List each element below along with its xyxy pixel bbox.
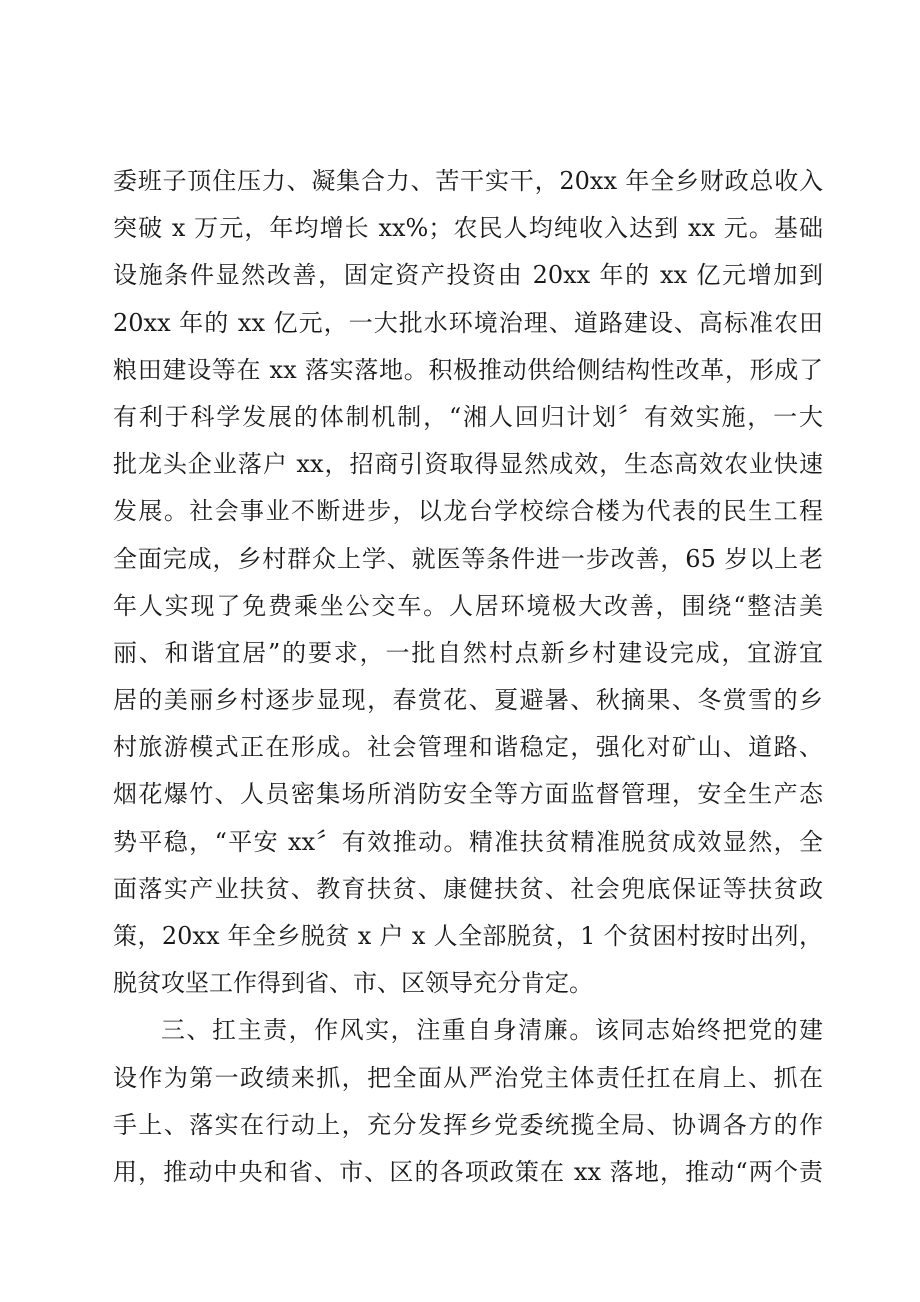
document-body: [113, 158, 823, 1196]
text-line: 委班子顶住压力、凝集合力、苦干实干，20xx 年全乡财政总收入: [113, 167, 823, 195]
text-line: 势平稳，“平安 xx〞有效推动。精准扶贫精准脱贫成效显然，全: [113, 827, 823, 856]
text-line: 面落实产业扶贫、教育扶贫、康健扶贫、社会兜底保证等扶贫政: [113, 874, 823, 903]
text-line: 设施条件显然改善，固定资产投资由 20xx 年的 xx 亿元增加到: [113, 261, 823, 290]
paragraph-achievements: [113, 158, 823, 1007]
text-line: 烟花爆竹、人员密集场所消防安全等方面监督管理，安全生产态: [113, 780, 823, 809]
text-line: 丽、和谐宜居”的要求，一批自然村点新乡村建设完成，宜游宜: [113, 638, 823, 667]
paragraph-section-three: [113, 1007, 823, 1196]
text-line: 突破 x 万元，年均增长 xx%；农民人均纯收入达到 xx 元。基础: [113, 214, 823, 243]
text-line: 年人实现了免费乘坐公交车。人居环境极大改善，围绕“整洁美: [113, 591, 823, 620]
text-line: 脱贫攻坚工作得到省、市、区领导充分肯定。: [113, 969, 593, 998]
text-line: 村旅游模式正在形成。社会管理和谐稳定，强化对矿山、道路、: [113, 733, 823, 762]
text-line: 粮田建设等在 xx 落实落地。积极推动供给侧结构性改革，形成了: [113, 355, 823, 384]
text-line: 手上、落实在行动上，充分发挥乡党委统揽全局、协调各方的作: [113, 1110, 823, 1139]
text-line: 20xx 年的 xx 亿元，一大批水环境治理、道路建设、高标准农田: [113, 308, 823, 337]
section-heading-line: 三、扛主责，作风实，注重自身清廉。该同志始终把党的建: [161, 1016, 823, 1045]
text-line: 发展。社会事业不断进步，以龙台学校综合楼为代表的民生工程: [113, 497, 823, 526]
text-line: 居的美丽乡村逐步显现，春赏花、夏避暑、秋摘果、冬赏雪的乡: [113, 686, 823, 715]
text-line: 批龙头企业落户 xx，招商引资取得显然成效，生态高效农业快速: [113, 450, 823, 479]
text-line: 有利于科学发展的体制机制，“湘人回归计划〞有效实施，一大: [113, 402, 823, 431]
text-line: 策，20xx 年全乡脱贫 x 户 x 人全部脱贫，1 个贫困村按时出列，: [113, 922, 823, 950]
text-line: 设作为第一政绩来抓，把全面从严治党主体责任扛在肩上、抓在: [113, 1063, 823, 1092]
text-line: 全面完成，乡村群众上学、就医等条件进一步改善，65 岁以上老: [113, 544, 823, 573]
text-line: 用，推动中央和省、市、区的各项政策在 xx 落地，推动“两个责: [113, 1157, 823, 1186]
